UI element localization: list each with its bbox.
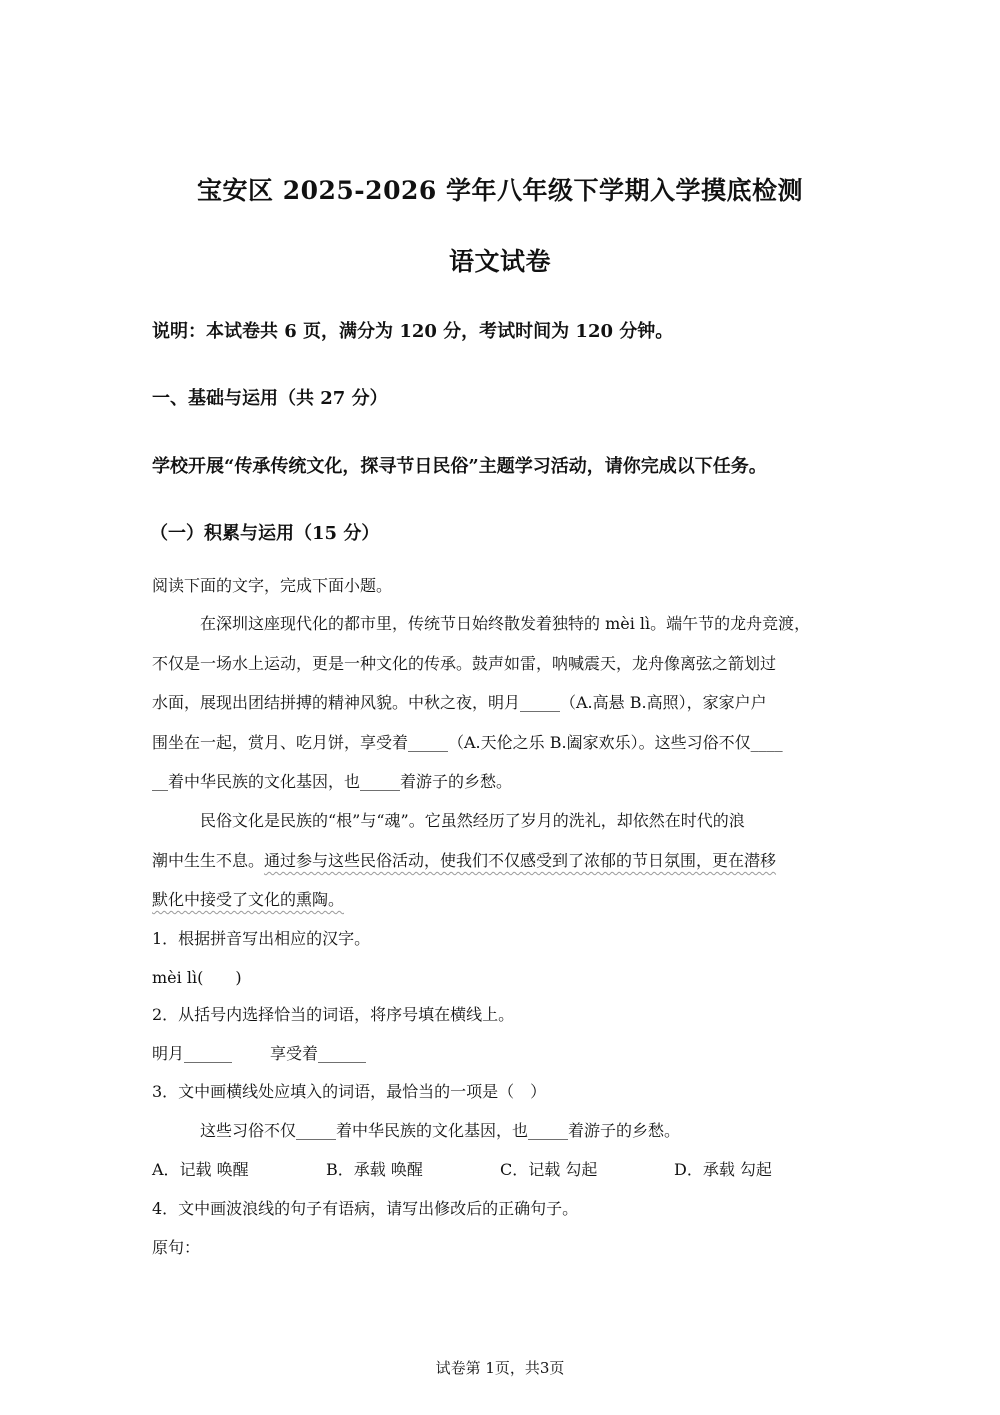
wavy-underlined-sentence: 通过参与这些民俗活动，使我们不仅感受到了浓郁的节日氛围，更在潜移 xyxy=(264,851,777,870)
passage-line: 水面，展现出团结拼搏的精神风貌。中秋之夜，明月_____（A.高悬 B.高照），家家户户 xyxy=(152,693,767,712)
exam-instructions: 说明：本试卷共 6 页，满分为 120 分，考试时间为 120 分钟。 xyxy=(152,321,674,342)
question-1: 1．根据拼音写出相应的汉字。 xyxy=(152,929,371,948)
wavy-underlined-sentence: 默化中接受了文化的熏陶。 xyxy=(152,890,345,909)
passage-line: 在深圳这座现代化的都市里，传统节日始终散发着独特的 mèi lì。端午节的龙舟竞渡， xyxy=(200,614,811,633)
question-4: 4．文中画波浪线的句子有语病，请写出修改后的正确句子。 xyxy=(152,1199,579,1218)
question-2-blanks xyxy=(152,1041,366,1064)
passage-line xyxy=(152,848,776,871)
passage-line xyxy=(152,887,344,910)
reading-directive: 阅读下面的文字，完成下面小题。 xyxy=(152,576,393,595)
passage-line: __着中华民族的文化基因，也_____着游子的乡愁。 xyxy=(152,772,513,791)
page-footer: 试卷第 1页，共3页 xyxy=(435,1359,565,1377)
section-heading: 一、基础与运用（共 27 分） xyxy=(152,388,388,409)
exam-title: 宝安区 2025-2026 学年八年级下学期入学摸底检测 xyxy=(197,176,803,205)
passage-text: 潮中生生不息。 xyxy=(152,851,265,870)
question-2-blank: 明月______ xyxy=(152,1044,233,1063)
question-3: 3．文中画横线处应填入的词语，最恰当的一项是（ ） xyxy=(152,1082,547,1101)
option-b: B．承载 唤醒 xyxy=(326,1160,423,1179)
passage-line: 不仅是一场水上运动，更是一种文化的传承。鼓声如雷，呐喊震天，龙舟像离弦之箭划过 xyxy=(152,654,777,673)
exam-subtitle: 语文试卷 xyxy=(448,247,551,276)
question-2: 2．从括号内选择恰当的词语，将序号填在横线上。 xyxy=(152,1005,515,1024)
question-2-blank: 享受着______ xyxy=(270,1044,367,1063)
sub-section-heading: （一）积累与运用（15 分） xyxy=(150,523,380,544)
question-3-sentence: 这些习俗不仅_____着中华民族的文化基因，也_____着游子的乡愁。 xyxy=(200,1121,681,1140)
question-3-options xyxy=(152,1157,772,1180)
activity-theme: 学校开展“传承传统文化，探寻节日民俗”主题学习活动，请你完成以下任务。 xyxy=(152,456,767,477)
passage-line: 民俗文化是民族的“根”与“魂”。它虽然经历了岁月的洗礼，却依然在时代的浪 xyxy=(200,811,745,830)
passage-line: 围坐在一起，赏月、吃月饼，享受着_____（A.天伦之乐 B.阖家欢乐）。这些习俗不仅____ xyxy=(152,733,783,752)
question-4-original-label: 原句： xyxy=(152,1238,201,1257)
question-1-answer: mèi lì( ) xyxy=(152,968,242,987)
option-c: C．记载 勾起 xyxy=(500,1160,598,1179)
option-d: D．承载 勾起 xyxy=(674,1160,772,1179)
option-a: A．记载 唤醒 xyxy=(152,1160,249,1179)
